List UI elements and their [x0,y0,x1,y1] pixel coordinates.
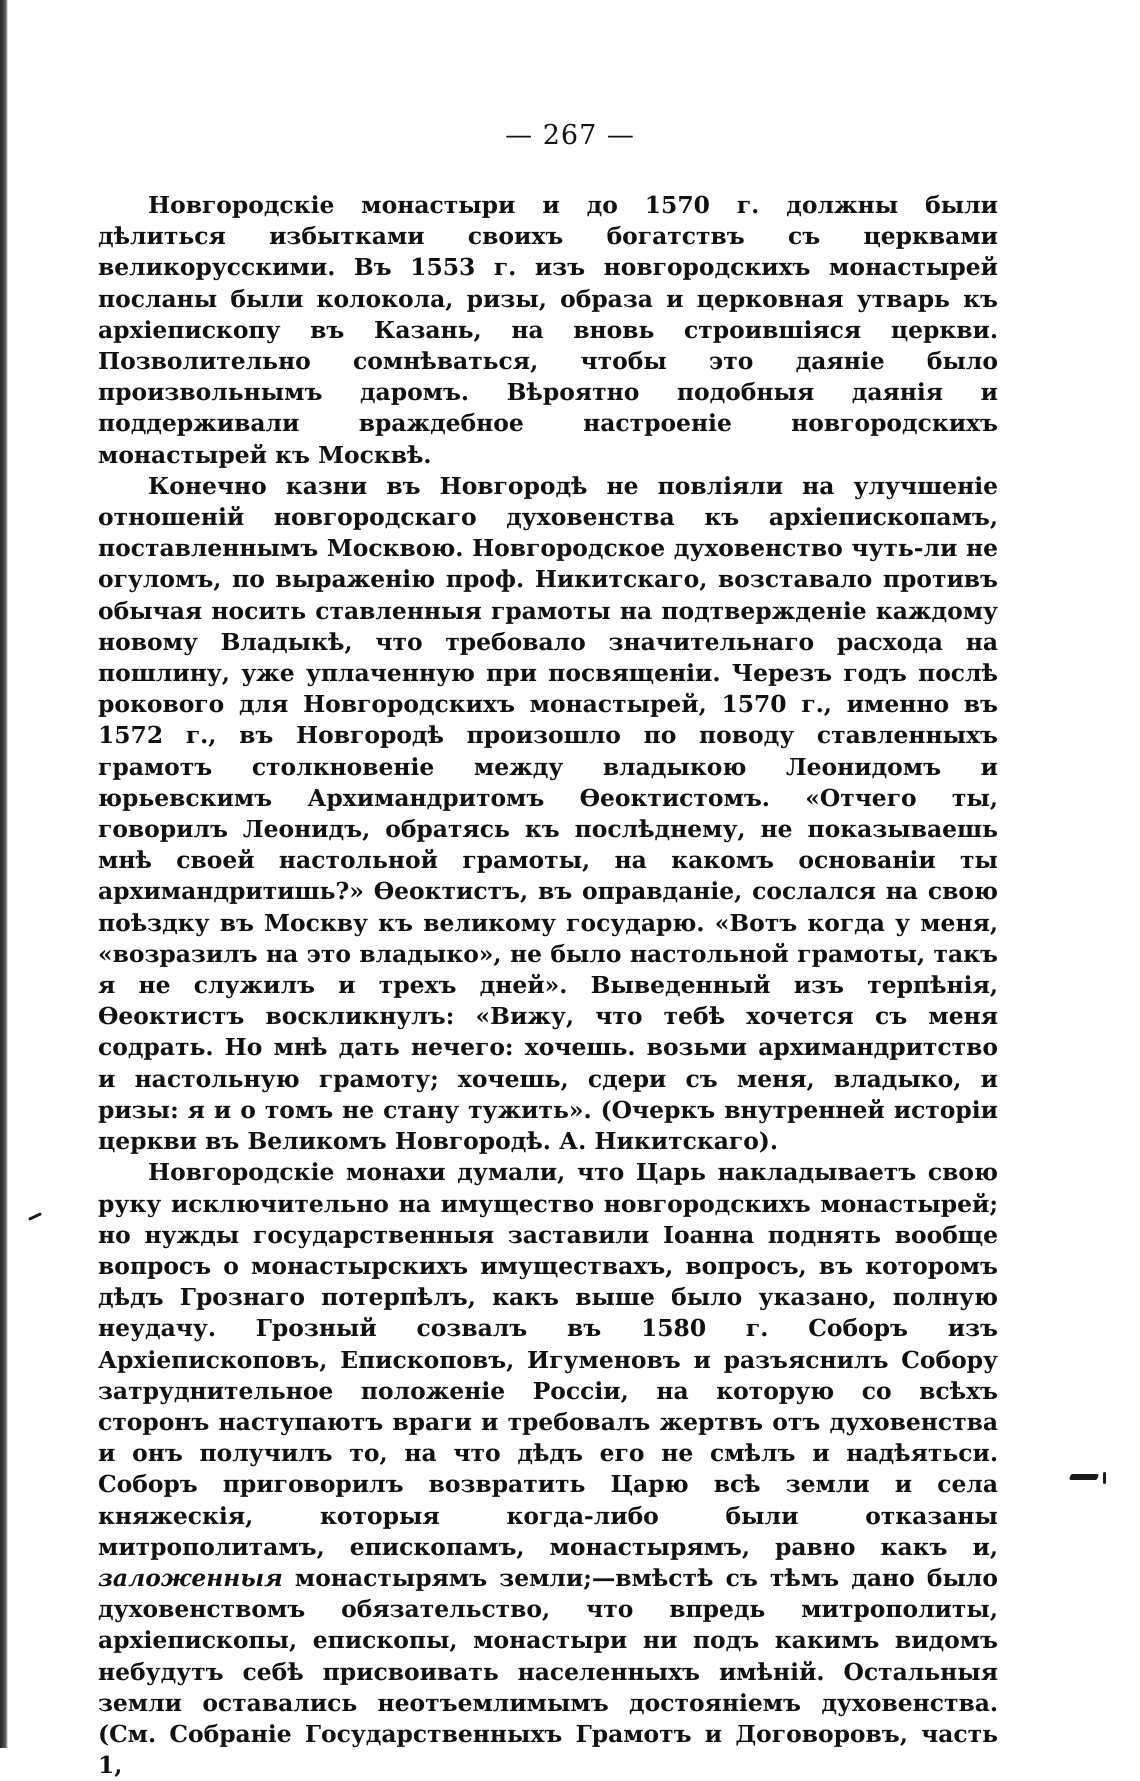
ink-smudge [28,1212,42,1221]
paragraph-novgorod-clergy: Конечно казни въ Новгородѣ не повліяли на улучшеніе отношеній новгородскаго духовенства къ архіепископамъ, поставленнымъ Москвою. Новгородское духовенство чуть-ли не огуломъ, по выраженію проф. Никитскаго, возставало противъ обычая носить ставленныя грамоты на подтвержденіе каждому новому Владыкѣ, что требовало значительнаго расхода на пошлину, уже уплаченную при посвященіи. Черезъ годъ послѣ рокового для Новгородскихъ монастырей, 1570 г., именно въ 1572 г., въ Новгородѣ произошло по поводу ставленныхъ грамотъ столкновеніе между владыкою Леонидомъ и юрьевскимъ Архимандритомъ Ѳеоктистомъ. «Отчего ты, говорилъ Леонидъ, обратясь къ послѣднему, не показываешь мнѣ своей настольной грамоты, на какомъ основаніи ты архимандритишь?» Ѳеоктистъ, въ оправданіе, сослался на свою поѣздку въ Москву къ великому государю. «Вотъ когда у меня, «возразилъ на это владыко», не было настольной грамоты, такъ я не служилъ и трехъ дней». Выведенный изъ терпѣнія, Ѳеоктистъ воскликнулъ: «Вижу, что тебѣ хочется съ меня содрать. Но мнѣ дать нечего: хочешь. возьми архимандритство и настольную грамоту; хочешь, сдери съ меня, владыко, и ризы: я и о томъ не стану тужить». (Очеркъ внутренней исторіи церкви въ Великомъ Новгородѣ. А. Никитскаго). [98,471,998,1156]
paragraph-monastery-wealth: Новгородскіе монастыри и до 1570 г. должны были дѣлиться избытками своихъ богатствъ съ церквами великорусскими. Въ 1553 г. изъ новгородскихъ монастырей посланы были колокола, ризы, образа и церковная утварь къ архіепископу въ Казань, на вновь строившіяся церкви. Позволительно сомнѣваться, чтобы это даяніе было произвольнымъ даромъ. Вѣроятно подобныя даянія и поддерживали враждебное настроеніе новгородскихъ монастырей къ Москвѣ. [98,191,998,469]
italic-term: заложенныя [98,1563,283,1592]
paragraph-text-after: монастырямъ земли;—вмѣстѣ съ тѣмъ дано было духовенствомъ обязательство, что впредь митрополиты, архіепископы, епископы, монастыри ни подъ какимъ видомъ небудутъ себѣ присвоивать населенныхъ имѣній. Остальныя земли оставались неотъемлимымъ достояніемъ духовенства. (См. Собраніе Государственныхъ Грамотъ и Договоровъ, часть 1, [98,1563,998,1780]
ink-smudge [1103,1472,1106,1484]
page-binding-edge [0,0,8,1748]
ink-smudge [1069,1474,1099,1480]
page-number: — 267 — [505,120,635,151]
body-text [98,190,998,1781]
paragraph-council-1580 [98,1157,998,1781]
paragraph-text-before: Новгородскіе монахи думали, что Царь накладываетъ свою руку исключительно на имущество новгородскихъ монастырей; но нужды государственныя заставили Іоанна поднять вообще вопросъ о монастырскихъ имуществахъ, вопросъ, въ которомъ дѣдъ Грознаго потерпѣлъ, какъ выше было указано, полную неудачу. Грозный созвалъ въ 1580 г. Соборъ изъ Архіепископовъ, Епископовъ, Игуменовъ и разъяснилъ Собору затруднительное положеніе Россіи, на которую со всѣхъ сторонъ наступаютъ враги и требовалъ жертвъ отъ духовенства и онъ получилъ то, на что дѣдъ его не смѣлъ и надѣятьси. Соборъ приговорилъ возвратить Царю всѣ земли и села княжескія, которыя когда-либо были отказаны митрополитамъ, епископамъ, монастырямъ, равно какъ и, [98,1158,998,1561]
